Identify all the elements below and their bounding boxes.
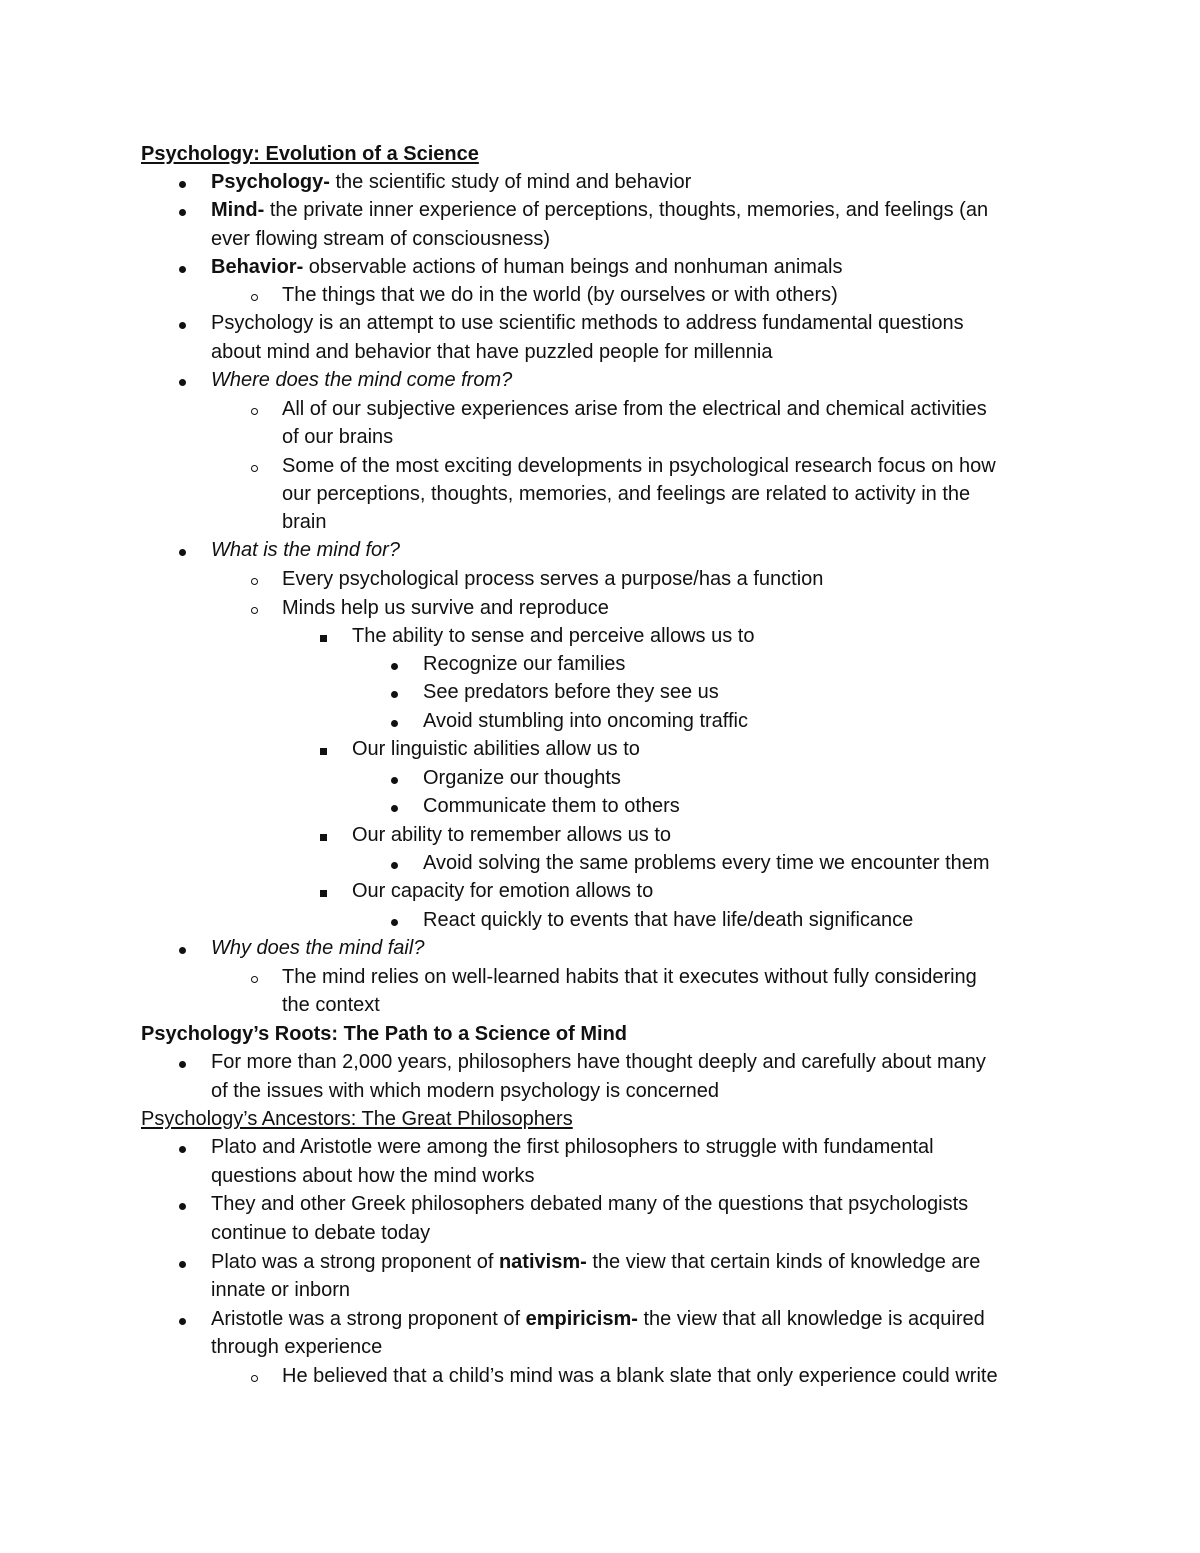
- list-item: Avoid solving the same problems every time we encounter them: [423, 852, 990, 874]
- bullet-icon: [179, 322, 186, 329]
- list-item: See predators before they see us: [423, 681, 719, 703]
- empiricism-pre: Aristotle was a strong proponent of: [211, 1308, 526, 1330]
- def-mind-text: the private inner experience of perceptions, thoughts, memories, and feelings (an: [264, 199, 989, 221]
- roots-item-line-2: of the issues with which modern psychology is concerned: [211, 1080, 720, 1102]
- ancestors-item1-line-1: Plato and Aristotle were among the first philosophers to struggle with fundamental: [211, 1136, 934, 1158]
- square-bullet-icon: [320, 834, 327, 841]
- behavior-sub: The things that we do in the world (by ourselves or with others): [282, 284, 838, 306]
- ability-sense: The ability to sense and perceive allows us to: [352, 625, 755, 647]
- bullet-icon: [179, 1146, 186, 1153]
- q1-sub2-line-1: Some of the most exciting developments in psychological research focus on how: [282, 455, 996, 477]
- q1-sub1-line-2: of our brains: [282, 426, 394, 448]
- q1-sub2-line-3: brain: [282, 511, 327, 533]
- nativism-pre: Plato was a strong proponent of: [211, 1251, 499, 1273]
- bullet-icon: [391, 919, 398, 926]
- bullet-icon: [179, 379, 186, 386]
- ability-linguistic: Our linguistic abilities allow us to: [352, 738, 640, 760]
- q1-sub2-line-2: our perceptions, thoughts, memories, and feelings are related to activity in the: [282, 483, 971, 505]
- q2-sub1: Every psychological process serves a purpose/has a function: [282, 568, 824, 590]
- list-item: Avoid stumbling into oncoming traffic: [423, 710, 748, 732]
- def-mind-cont: ever flowing stream of consciousness): [211, 228, 551, 250]
- bullet-icon: [179, 549, 186, 556]
- term-mind: Mind-: [211, 199, 265, 221]
- q3-sub1-line-1: The mind relies on well-learned habits that it executes without fully considering: [282, 966, 977, 988]
- section-title-ancestors: Psychology’s Ancestors: The Great Philosophers: [141, 1108, 573, 1130]
- def-mind: [211, 198, 988, 222]
- ancestors-item1-line-2: questions about how the mind works: [211, 1165, 535, 1187]
- circle-bullet-icon: [251, 607, 258, 614]
- square-bullet-icon: [320, 635, 327, 642]
- nativism-cont: innate or inborn: [211, 1279, 350, 1301]
- list-item: Recognize our families: [423, 653, 626, 675]
- circle-bullet-icon: [251, 294, 258, 301]
- bullet-icon: [179, 1261, 186, 1268]
- bullet-icon: [179, 181, 186, 188]
- bullet-icon: [391, 805, 398, 812]
- section-title-evolution: Psychology: Evolution of a Science: [141, 143, 479, 165]
- ancestors-item2-line-2: continue to debate today: [211, 1222, 431, 1244]
- empiricism-post: the view that all knowledge is acquired: [637, 1308, 985, 1330]
- square-bullet-icon: [320, 890, 327, 897]
- def-psychology-text: the scientific study of mind and behavior: [329, 171, 692, 193]
- bullet-icon: [391, 862, 398, 869]
- q3-sub1-line-2: the context: [282, 994, 380, 1016]
- list-item: React quickly to events that have life/death significance: [423, 909, 914, 931]
- square-bullet-icon: [320, 748, 327, 755]
- roots-item-line-1: For more than 2,000 years, philosophers have thought deeply and carefully about many: [211, 1051, 986, 1073]
- bullet-icon: [179, 1203, 186, 1210]
- attempt-line-1: Psychology is an attempt to use scientific methods to address fundamental questions: [211, 312, 964, 334]
- circle-bullet-icon: [251, 408, 258, 415]
- circle-bullet-icon: [251, 578, 258, 585]
- term-nativism: nativism-: [498, 1251, 587, 1273]
- ability-emotion: Our capacity for emotion allows to: [352, 880, 654, 902]
- question-where: Where does the mind come from?: [211, 369, 513, 391]
- attempt-line-2: about mind and behavior that have puzzled people for millennia: [211, 341, 773, 363]
- bullet-icon: [179, 266, 186, 273]
- list-item: Communicate them to others: [423, 795, 680, 817]
- def-behavior-text: observable actions of human beings and nonhuman animals: [303, 256, 843, 278]
- ability-remember: Our ability to remember allows us to: [352, 824, 672, 846]
- circle-bullet-icon: [251, 465, 258, 472]
- def-behavior: [211, 255, 843, 279]
- term-behavior: Behavior-: [211, 256, 304, 278]
- bullet-icon: [179, 947, 186, 954]
- nativism-post: the view that certain kinds of knowledge are: [586, 1251, 981, 1273]
- bullet-icon: [391, 777, 398, 784]
- bullet-icon: [391, 663, 398, 670]
- empiricism-cont: through experience: [211, 1336, 383, 1358]
- term-psychology: Psychology-: [211, 171, 330, 193]
- nativism-line: [211, 1250, 980, 1274]
- section-title-roots: Psychology’s Roots: The Path to a Science of Mind: [141, 1023, 627, 1045]
- q1-sub1-line-1: All of our subjective experiences arise from the electrical and chemical activities: [282, 398, 987, 420]
- bullet-icon: [391, 720, 398, 727]
- q2-sub2: Minds help us survive and reproduce: [282, 597, 609, 619]
- def-psychology: [211, 170, 691, 194]
- bullet-icon: [179, 209, 186, 216]
- circle-bullet-icon: [251, 976, 258, 983]
- circle-bullet-icon: [251, 1375, 258, 1382]
- bullet-icon: [391, 691, 398, 698]
- bullet-icon: [179, 1318, 186, 1325]
- ancestors-item2-line-1: They and other Greek philosophers debated many of the questions that psychologists: [211, 1193, 969, 1215]
- question-why-fail: Why does the mind fail?: [211, 937, 425, 959]
- question-what-for: What is the mind for?: [211, 539, 400, 561]
- bullet-icon: [179, 1061, 186, 1068]
- term-empiricism: empiricism-: [525, 1308, 638, 1330]
- list-item: Organize our thoughts: [423, 767, 621, 789]
- empiricism-sub: He believed that a child’s mind was a blank slate that only experience could write: [282, 1365, 998, 1387]
- empiricism-line: [211, 1307, 985, 1331]
